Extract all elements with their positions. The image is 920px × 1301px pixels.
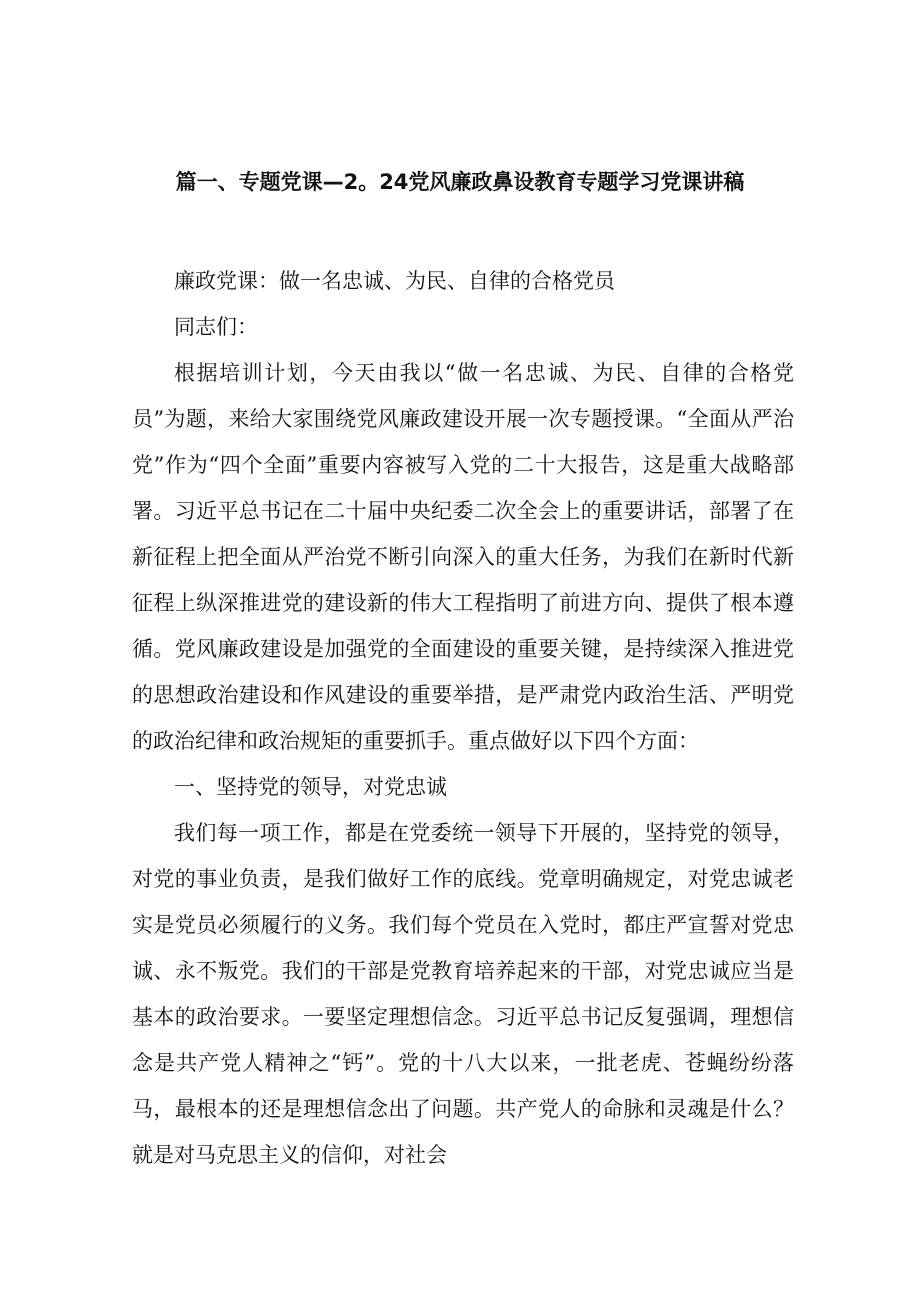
salutation: 同志们： bbox=[174, 315, 258, 339]
intro-paragraph: 根据培训计划，今天由我以“做一名忠诚、为民、自律的合格党员”为题，来给大家围绕党风廉政建设开展一次专题授课。“全面从严治党”作为“四个全面”重要内容被写入党的二十大报告，这是重大战略部署。习近平总书记在二十届中央纪委二次全会上的重要讲话，部署了在新征程上把全面从严治党不断引向深入的重大任务，为我们在新时代新征程上纵深推进党的建设新的伟大工程指明了前进方向、提供了根本遵循。党风廉政建设是加强党的全面建设的重要关键，是持续深入推进党的思想政治建设和作风建设的重要举措，是严肃党内政治生活、严明党的政治纪律和政治规矩的重要抓手。重点做好以下四个方面： bbox=[132, 361, 794, 753]
document-body bbox=[132, 258, 794, 1178]
section-1-heading: 一、坚持党的领导，对党忠诚 bbox=[174, 775, 447, 799]
section-1-paragraph: 我们每一项工作，都是在党委统一领导下开展的，坚持党的领导，对党的事业负责，是我们做好工作的底线。党章明确规定，对党忠诚老实是党员必须履行的义务。我们每个党员在入党时，都庄严宣誓对党忠诚、永不叛党。我们的干部是党教育培养起来的干部，对党忠诚应当是基本的政治要求。一要坚定理想信念。习近平总书记反复强调，理想信念是共产党人精神之“钙”。党的十八大以来，一批老虎、苍蝇纷纷落马，最根本的还是理想信念出了问题。共产党人的命脉和灵魂是什么？就是对马克思主义的信仰，对社会 bbox=[132, 821, 794, 1167]
document-title: 篇一、专题党课—2。24党风廉政鼻设教育专题学习党课讲稿 bbox=[175, 170, 745, 194]
lesson-subtitle: 廉政党课：做一名忠诚、为民、自律的合格党员 bbox=[174, 269, 615, 293]
